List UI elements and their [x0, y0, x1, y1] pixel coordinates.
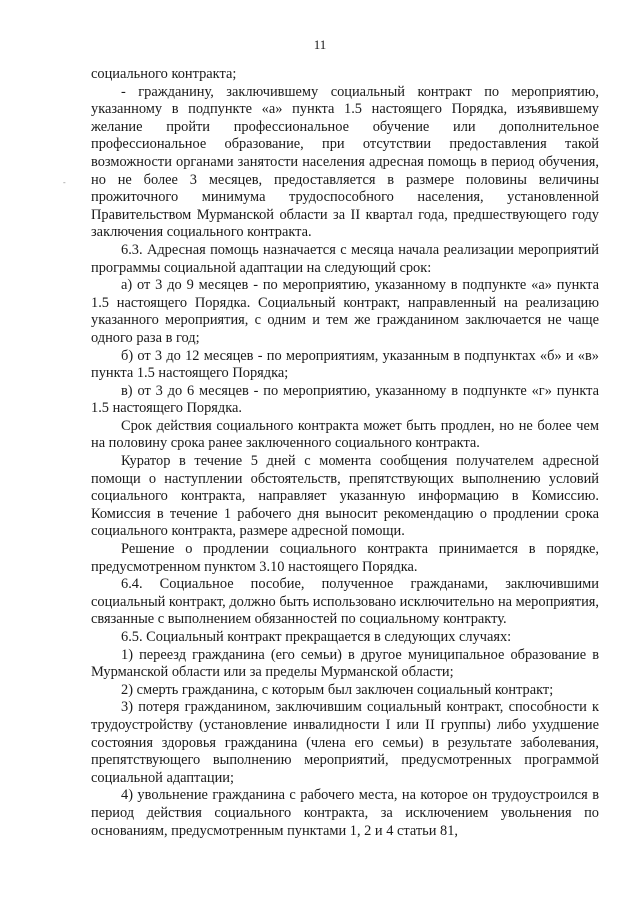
paragraph: 6.5. Социальный контракт прекращается в следующих случаях: [121, 629, 512, 645]
paragraph: в) от 3 до 6 месяцев - по мероприятию, указанному в подпункте «г» пункта 1.5 настоящего Порядка. [91, 382, 599, 417]
margin-mark: - [63, 178, 66, 187]
page-number: 11 [313, 37, 327, 52]
paragraph: а) от 3 до 9 месяцев - по мероприятию, указанному в подпункте «а» пункта 1.5 настоящего Порядка. Социальный контракт, направленный на реализацию указанного мероприятия, с одним и тем же гражданином заключается не чаще одного раза в год; [91, 277, 599, 346]
paragraph: Срок действия социального контракта может быть продлен, но не более чем на половину срока ранее заключенного социального контракта. [91, 417, 599, 452]
paragraph: Решение о продлении социального контракта принимается в порядке, предусмотренном пунктом 3.10 настоящего Порядка. [91, 541, 599, 575]
paragraph: социального контракта; [91, 66, 237, 82]
paragraph: Куратор в течение 5 дней с момента сообщения получателем адресной помощи о наступлении обстоятельств, препятствующих выполнению условий социального контракта, направляет указанную информацию в Комиссию. Комиссия в течение 1 рабочего дня выносит рекомендацию о продлении срока социального контракта, размере адресной помощи. [91, 453, 599, 540]
paragraph: 1) переезд гражданина (его семьи) в другое муниципальное образование в Мурманской области или за пределы Мурманской области; [91, 646, 599, 681]
paragraph: 2) смерть гражданина, с которым был заключен социальный контракт; [121, 681, 554, 698]
paragraph: 6.3. Адресная помощь назначается с месяца начала реализации мероприятий программы социальной адаптации на следующий срок: [91, 241, 599, 276]
paragraph: 3) потеря гражданином, заключившим социальный контракт, способности к трудоустройству (установление инвалидности I или II группы) либо ухудшение состояния здоровья гражданина (члена его семьи) в результате заболевания, препятствующего выполнению мероприятий, предусмотренных программой социальной адаптации; [91, 699, 599, 786]
paragraph: 6.4. Социальное пособие, полученное гражданами, заключившими социальный контракт, должно быть использовано исключительно на мероприятия, связанные с выполнением обязанностей по социальному контракту. [91, 576, 599, 628]
paragraph: б) от 3 до 12 месяцев - по мероприятиям, указанным в подпунктах «б» и «в» пункта 1.5 настоящего Порядка; [91, 347, 599, 382]
paragraph: - гражданину, заключившему социальный контракт по мероприятию, указанному в подпункте «а» пункта 1.5 настоящего Порядка, изъявившему желание пройти профессиональное обучение или дополнительное профессиональное образование, при отсутствии предоставления такой возможности органами занятости населения адресная помощь в период обучения, но не более 3 месяцев, предоставляется в размере половины величины прожиточного минимума трудоспособного населения, установленной Правительством Мурманской области за II квартал года, предшествующего году заключения социального контракта. [91, 83, 599, 241]
document-body [91, 66, 599, 840]
paragraph: 4) увольнение гражданина с рабочего места, на которое он трудоустроился в период действия социального контракта, за исключением увольнения по основаниям, предусмотренным пунктами 1, 2 и 4 статьи 81, [91, 787, 599, 839]
